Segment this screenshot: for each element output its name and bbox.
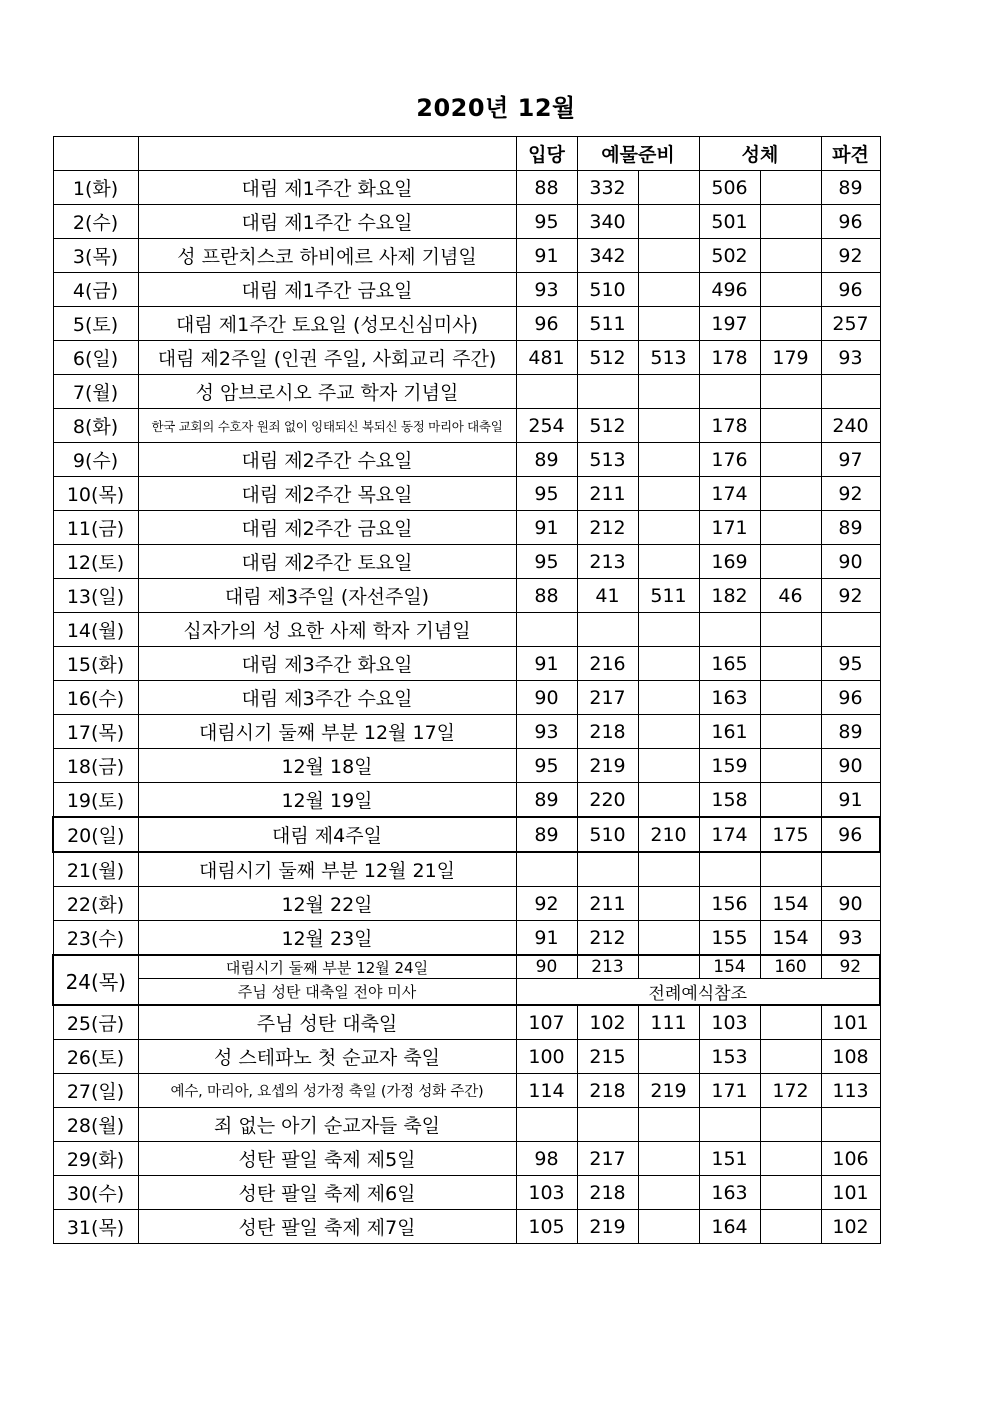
cell-offertory-2: 210 <box>638 817 699 852</box>
cell-dismissal: 89 <box>821 511 880 545</box>
cell-offertory-2 <box>638 1176 699 1210</box>
row-liturgy-name: 성 암브로시오 주교 학자 기념일 <box>138 375 516 409</box>
row-liturgy-name: 대림 제2주간 수요일 <box>138 443 516 477</box>
table-row <box>53 955 880 979</box>
cell-entrance: 89 <box>516 443 577 477</box>
header-row <box>53 137 880 171</box>
cell-communion-1: 171 <box>699 511 760 545</box>
cell-entrance: 100 <box>516 1040 577 1074</box>
cell-offertory-2: 513 <box>638 341 699 375</box>
cell-offertory-1: 219 <box>577 749 638 783</box>
row-liturgy-name: 대림 제2주일 (인권 주일, 사회교리 주간) <box>138 341 516 375</box>
cell-dismissal <box>821 375 880 409</box>
cell-communion-2 <box>760 715 821 749</box>
row-liturgy-name: 대림 제2주간 목요일 <box>138 477 516 511</box>
cell-entrance: 95 <box>516 205 577 239</box>
cell-offertory-2 <box>638 307 699 341</box>
cell-offertory-2 <box>638 715 699 749</box>
table-row <box>53 307 880 341</box>
cell-offertory-2 <box>638 171 699 205</box>
table-row <box>53 1210 880 1244</box>
cell-dismissal: 90 <box>821 887 880 921</box>
cell-dismissal: 92 <box>821 955 880 979</box>
cell-communion-1: 155 <box>699 921 760 956</box>
row-date: 18(금) <box>53 749 138 783</box>
row-liturgy-name: 성탄 팔일 축제 제7일 <box>138 1210 516 1244</box>
cell-offertory-1: 212 <box>577 921 638 956</box>
cell-offertory-2 <box>638 852 699 887</box>
row-date: 19(토) <box>53 783 138 818</box>
row-date: 3(목) <box>53 239 138 273</box>
cell-communion-2: 172 <box>760 1074 821 1108</box>
cell-entrance: 91 <box>516 647 577 681</box>
cell-communion-2 <box>760 852 821 887</box>
row-date: 30(수) <box>53 1176 138 1210</box>
table-row <box>53 443 880 477</box>
cell-offertory-2 <box>638 205 699 239</box>
cell-dismissal: 96 <box>821 817 880 852</box>
row-date: 7(월) <box>53 375 138 409</box>
row-liturgy-name: 성 스테파노 첫 순교자 축일 <box>138 1040 516 1074</box>
cell-communion-1: 502 <box>699 239 760 273</box>
liturgy-reference-note: 전례예식참조 <box>516 979 880 1006</box>
cell-communion-2 <box>760 171 821 205</box>
table-row <box>53 1142 880 1176</box>
table-row <box>53 749 880 783</box>
cell-offertory-1: 342 <box>577 239 638 273</box>
row-date: 25(금) <box>53 1005 138 1040</box>
cell-entrance <box>516 375 577 409</box>
cell-offertory-1: 213 <box>577 955 638 979</box>
row-date: 29(화) <box>53 1142 138 1176</box>
cell-offertory-2 <box>638 239 699 273</box>
row-liturgy-name: 대림 제2주간 금요일 <box>138 511 516 545</box>
row-liturgy-name: 대림 제2주간 토요일 <box>138 545 516 579</box>
cell-communion-2 <box>760 239 821 273</box>
header-name <box>138 137 516 171</box>
cell-entrance: 103 <box>516 1176 577 1210</box>
cell-offertory-1: 213 <box>577 545 638 579</box>
cell-communion-2 <box>760 1176 821 1210</box>
cell-offertory-1: 218 <box>577 1176 638 1210</box>
cell-entrance: 96 <box>516 307 577 341</box>
cell-communion-1: 165 <box>699 647 760 681</box>
cell-offertory-2: 511 <box>638 579 699 613</box>
cell-entrance <box>516 1108 577 1142</box>
row-date: 20(일) <box>53 817 138 852</box>
row-date: 9(수) <box>53 443 138 477</box>
cell-communion-2: 46 <box>760 579 821 613</box>
cell-communion-1: 103 <box>699 1005 760 1040</box>
cell-entrance: 91 <box>516 511 577 545</box>
table-row <box>53 647 880 681</box>
cell-offertory-2 <box>638 749 699 783</box>
cell-offertory-1: 215 <box>577 1040 638 1074</box>
cell-entrance: 105 <box>516 1210 577 1244</box>
cell-entrance: 254 <box>516 409 577 443</box>
cell-communion-2 <box>760 307 821 341</box>
table-row <box>53 511 880 545</box>
cell-dismissal: 89 <box>821 171 880 205</box>
table-row <box>53 239 880 273</box>
header-dismissal: 파견 <box>821 137 880 171</box>
row-date: 21(월) <box>53 852 138 887</box>
table-row <box>53 979 880 1006</box>
cell-communion-1: 178 <box>699 409 760 443</box>
row-liturgy-name: 죄 없는 아기 순교자들 축일 <box>138 1108 516 1142</box>
cell-offertory-1: 510 <box>577 817 638 852</box>
row-liturgy-name: 대림 제3주일 (자선주일) <box>138 579 516 613</box>
cell-dismissal: 101 <box>821 1005 880 1040</box>
cell-offertory-2 <box>638 273 699 307</box>
table-row <box>53 1108 880 1142</box>
schedule-table <box>52 136 881 1244</box>
cell-communion-1 <box>699 613 760 647</box>
page-title: 2020년 12월 <box>416 94 576 122</box>
cell-entrance: 107 <box>516 1005 577 1040</box>
row-date: 13(일) <box>53 579 138 613</box>
cell-communion-1: 176 <box>699 443 760 477</box>
cell-offertory-1: 510 <box>577 273 638 307</box>
table-row <box>53 1040 880 1074</box>
cell-entrance <box>516 613 577 647</box>
cell-offertory-2 <box>638 409 699 443</box>
cell-communion-2 <box>760 1005 821 1040</box>
cell-communion-1: 151 <box>699 1142 760 1176</box>
cell-offertory-1: 211 <box>577 887 638 921</box>
cell-offertory-1 <box>577 375 638 409</box>
cell-offertory-2 <box>638 1040 699 1074</box>
cell-offertory-1: 219 <box>577 1210 638 1244</box>
table-row <box>53 715 880 749</box>
row-liturgy-name: 12월 23일 <box>138 921 516 956</box>
row-date: 12(토) <box>53 545 138 579</box>
table-row <box>53 887 880 921</box>
cell-communion-1: 158 <box>699 783 760 818</box>
row-liturgy-name: 12월 19일 <box>138 783 516 818</box>
cell-offertory-1: 218 <box>577 715 638 749</box>
header-communion: 성체 <box>699 137 821 171</box>
cell-dismissal: 89 <box>821 715 880 749</box>
cell-dismissal: 113 <box>821 1074 880 1108</box>
cell-communion-2 <box>760 375 821 409</box>
cell-entrance: 88 <box>516 171 577 205</box>
row-date: 14(월) <box>53 613 138 647</box>
cell-offertory-2 <box>638 647 699 681</box>
row-liturgy-name: 예수, 마리아, 요셉의 성가정 축일 (가정 성화 주간) <box>138 1074 516 1108</box>
cell-communion-2: 154 <box>760 887 821 921</box>
table-row <box>53 477 880 511</box>
cell-communion-1: 501 <box>699 205 760 239</box>
row-liturgy-name: 대림시기 둘째 부분 12월 21일 <box>138 852 516 887</box>
cell-offertory-2 <box>638 613 699 647</box>
table-row <box>53 613 880 647</box>
cell-communion-1: 153 <box>699 1040 760 1074</box>
cell-offertory-2 <box>638 1210 699 1244</box>
cell-communion-1 <box>699 375 760 409</box>
cell-communion-2 <box>760 545 821 579</box>
cell-dismissal: 240 <box>821 409 880 443</box>
row-liturgy-name: 대림 제4주일 <box>138 817 516 852</box>
cell-dismissal: 95 <box>821 647 880 681</box>
cell-offertory-2 <box>638 921 699 956</box>
cell-offertory-2 <box>638 477 699 511</box>
header-date <box>53 137 138 171</box>
cell-communion-1: 163 <box>699 1176 760 1210</box>
cell-offertory-1: 512 <box>577 341 638 375</box>
cell-communion-2 <box>760 681 821 715</box>
row-date: 26(토) <box>53 1040 138 1074</box>
header-offertory: 예물준비 <box>577 137 699 171</box>
cell-entrance: 95 <box>516 545 577 579</box>
cell-offertory-2 <box>638 443 699 477</box>
cell-communion-1 <box>699 1108 760 1142</box>
table-row <box>53 1005 880 1040</box>
cell-communion-2: 154 <box>760 921 821 956</box>
cell-entrance: 88 <box>516 579 577 613</box>
cell-communion-2 <box>760 749 821 783</box>
cell-communion-2 <box>760 1142 821 1176</box>
row-liturgy-name: 대림 제1주간 토요일 (성모신심미사) <box>138 307 516 341</box>
row-liturgy-name: 12월 22일 <box>138 887 516 921</box>
cell-offertory-2 <box>638 783 699 818</box>
cell-communion-2: 175 <box>760 817 821 852</box>
row-date: 8(화) <box>53 409 138 443</box>
row-date: 27(일) <box>53 1074 138 1108</box>
cell-dismissal: 97 <box>821 443 880 477</box>
cell-communion-2 <box>760 511 821 545</box>
cell-dismissal <box>821 852 880 887</box>
cell-entrance: 91 <box>516 239 577 273</box>
cell-entrance: 90 <box>516 955 577 979</box>
cell-communion-1 <box>699 852 760 887</box>
cell-dismissal: 93 <box>821 921 880 956</box>
row-liturgy-name: 대림 제1주간 화요일 <box>138 171 516 205</box>
cell-entrance: 95 <box>516 749 577 783</box>
cell-offertory-1 <box>577 613 638 647</box>
table-row <box>53 409 880 443</box>
cell-communion-1: 496 <box>699 273 760 307</box>
cell-communion-1: 506 <box>699 171 760 205</box>
cell-offertory-2 <box>638 1108 699 1142</box>
row-liturgy-name: 대림 제1주간 수요일 <box>138 205 516 239</box>
cell-communion-2 <box>760 613 821 647</box>
cell-dismissal: 108 <box>821 1040 880 1074</box>
row-liturgy-name: 성탄 팔일 축제 제5일 <box>138 1142 516 1176</box>
cell-offertory-1: 340 <box>577 205 638 239</box>
cell-dismissal: 92 <box>821 579 880 613</box>
cell-communion-2 <box>760 409 821 443</box>
table-row <box>53 681 880 715</box>
row-date: 28(월) <box>53 1108 138 1142</box>
cell-dismissal: 92 <box>821 239 880 273</box>
cell-offertory-2: 219 <box>638 1074 699 1108</box>
cell-offertory-1: 511 <box>577 307 638 341</box>
table-row <box>53 1176 880 1210</box>
cell-dismissal: 96 <box>821 273 880 307</box>
cell-offertory-2 <box>638 887 699 921</box>
table-row <box>53 341 880 375</box>
row-liturgy-name: 성탄 팔일 축제 제6일 <box>138 1176 516 1210</box>
cell-dismissal: 101 <box>821 1176 880 1210</box>
row-date: 17(목) <box>53 715 138 749</box>
cell-entrance: 92 <box>516 887 577 921</box>
table-row <box>53 205 880 239</box>
cell-communion-1: 171 <box>699 1074 760 1108</box>
cell-communion-2 <box>760 647 821 681</box>
row-date: 16(수) <box>53 681 138 715</box>
cell-dismissal <box>821 1108 880 1142</box>
cell-communion-2: 160 <box>760 955 821 979</box>
cell-offertory-1 <box>577 1108 638 1142</box>
cell-offertory-2 <box>638 545 699 579</box>
cell-offertory-2 <box>638 1142 699 1176</box>
cell-entrance: 93 <box>516 273 577 307</box>
cell-communion-1: 156 <box>699 887 760 921</box>
cell-offertory-1: 218 <box>577 1074 638 1108</box>
row-date: 22(화) <box>53 887 138 921</box>
cell-communion-2: 179 <box>760 341 821 375</box>
row-liturgy-name: 주님 성탄 대축일 <box>138 1005 516 1040</box>
table-row <box>53 1074 880 1108</box>
cell-offertory-2: 111 <box>638 1005 699 1040</box>
table-row <box>53 545 880 579</box>
cell-dismissal: 90 <box>821 545 880 579</box>
cell-offertory-1: 217 <box>577 681 638 715</box>
table-row <box>53 273 880 307</box>
cell-dismissal: 257 <box>821 307 880 341</box>
cell-entrance: 89 <box>516 817 577 852</box>
cell-offertory-2 <box>638 681 699 715</box>
cell-offertory-1: 513 <box>577 443 638 477</box>
cell-entrance <box>516 852 577 887</box>
cell-communion-1: 154 <box>699 955 760 979</box>
cell-communion-2 <box>760 443 821 477</box>
cell-offertory-1: 216 <box>577 647 638 681</box>
cell-offertory-1: 217 <box>577 1142 638 1176</box>
cell-offertory-2 <box>638 375 699 409</box>
cell-communion-2 <box>760 1210 821 1244</box>
cell-communion-1: 182 <box>699 579 760 613</box>
cell-entrance: 90 <box>516 681 577 715</box>
cell-communion-2 <box>760 205 821 239</box>
cell-offertory-1: 102 <box>577 1005 638 1040</box>
cell-offertory-1: 332 <box>577 171 638 205</box>
row-date: 10(목) <box>53 477 138 511</box>
row-date: 1(화) <box>53 171 138 205</box>
cell-dismissal: 91 <box>821 783 880 818</box>
cell-dismissal: 96 <box>821 681 880 715</box>
cell-dismissal: 106 <box>821 1142 880 1176</box>
cell-communion-1: 197 <box>699 307 760 341</box>
table-row <box>53 921 880 956</box>
cell-entrance: 481 <box>516 341 577 375</box>
cell-offertory-1: 512 <box>577 409 638 443</box>
cell-dismissal: 90 <box>821 749 880 783</box>
table-row <box>53 783 880 818</box>
cell-entrance: 89 <box>516 783 577 818</box>
row-liturgy-name: 대림 제3주간 화요일 <box>138 647 516 681</box>
cell-dismissal <box>821 613 880 647</box>
row-liturgy-name: 성 프란치스코 하비에르 사제 기념일 <box>138 239 516 273</box>
row-date: 24(목) <box>53 955 138 1005</box>
header-entrance: 입당 <box>516 137 577 171</box>
cell-communion-1: 164 <box>699 1210 760 1244</box>
cell-offertory-1 <box>577 852 638 887</box>
cell-entrance: 93 <box>516 715 577 749</box>
row-date: 2(수) <box>53 205 138 239</box>
cell-communion-2 <box>760 273 821 307</box>
cell-communion-1: 163 <box>699 681 760 715</box>
cell-communion-1: 161 <box>699 715 760 749</box>
row-liturgy-name: 한국 교회의 수호자 원죄 없이 잉태되신 복되신 동정 마리아 대축일 <box>138 409 516 443</box>
cell-entrance: 98 <box>516 1142 577 1176</box>
cell-offertory-1: 41 <box>577 579 638 613</box>
cell-dismissal: 96 <box>821 205 880 239</box>
row-liturgy-name: 대림 제3주간 수요일 <box>138 681 516 715</box>
cell-communion-1: 169 <box>699 545 760 579</box>
cell-dismissal: 102 <box>821 1210 880 1244</box>
row-liturgy-name: 주님 성탄 대축일 전야 미사 <box>138 979 516 1006</box>
cell-dismissal: 93 <box>821 341 880 375</box>
row-liturgy-name: 대림시기 둘째 부분 12월 24일 <box>138 955 516 979</box>
row-liturgy-name: 대림시기 둘째 부분 12월 17일 <box>138 715 516 749</box>
table-row <box>53 579 880 613</box>
row-date: 31(목) <box>53 1210 138 1244</box>
cell-offertory-1: 220 <box>577 783 638 818</box>
cell-entrance: 91 <box>516 921 577 956</box>
table-row <box>53 852 880 887</box>
table-row <box>53 375 880 409</box>
cell-communion-2 <box>760 783 821 818</box>
row-date: 11(금) <box>53 511 138 545</box>
cell-communion-1: 178 <box>699 341 760 375</box>
row-date: 5(토) <box>53 307 138 341</box>
cell-offertory-1: 211 <box>577 477 638 511</box>
row-date: 15(화) <box>53 647 138 681</box>
cell-entrance: 114 <box>516 1074 577 1108</box>
cell-offertory-2 <box>638 955 699 979</box>
cell-communion-2 <box>760 1040 821 1074</box>
table-row <box>53 817 880 852</box>
row-liturgy-name: 12월 18일 <box>138 749 516 783</box>
cell-communion-1: 174 <box>699 477 760 511</box>
cell-communion-1: 174 <box>699 817 760 852</box>
row-liturgy-name: 십자가의 성 요한 사제 학자 기념일 <box>138 613 516 647</box>
row-date: 6(일) <box>53 341 138 375</box>
row-date: 4(금) <box>53 273 138 307</box>
table-row <box>53 171 880 205</box>
row-date: 23(수) <box>53 921 138 956</box>
cell-communion-1: 159 <box>699 749 760 783</box>
cell-communion-2 <box>760 1108 821 1142</box>
cell-dismissal: 92 <box>821 477 880 511</box>
cell-offertory-2 <box>638 511 699 545</box>
cell-communion-2 <box>760 477 821 511</box>
cell-offertory-1: 212 <box>577 511 638 545</box>
cell-entrance: 95 <box>516 477 577 511</box>
row-liturgy-name: 대림 제1주간 금요일 <box>138 273 516 307</box>
